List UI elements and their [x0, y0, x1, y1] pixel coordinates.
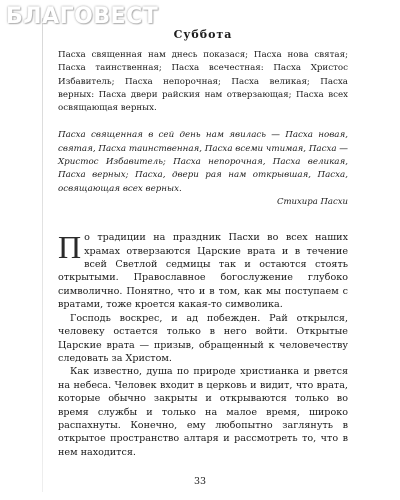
paragraph-2: Господь воскрес, и ад побежден. Рай открылся, человеку остается только в него войти. Открытые Царские врата — призыв, обращенный к человечеству следовать за Христом.	[58, 312, 348, 364]
prayer-attribution: Стихира Пасхи	[276, 196, 348, 207]
prayer-church-slavonic: Пасха священная нам днесь показася; Пасха нова святая; Пасха таинственная; Пасха всечестная: Пасха Христос Избавитель; Пасха непорочная; Пасха великая; Пасха верных: Пасха двери райския нам отверзающая; Пасха всех освящающая верных.	[58, 50, 348, 114]
page-edge-line	[42, 18, 43, 492]
page-heading: Суббота	[173, 28, 233, 41]
paragraph-1	[58, 231, 348, 311]
prayer-translation: Пасха священная в сей день нам явилась — Пасха новая, святая, Пасха таинственная, Пасха всеми чтимая, Пасха — Христос Избавитель; Пасха непорочная, Пасха великая, Пасха верных; Пасха, двери рая нам открывшая, Пасха, освящающая всех верных.	[58, 130, 348, 194]
page-number: 33	[193, 476, 207, 487]
paragraph-3: Как известно, душа по природе христианка и рвется на небеса. Человек входит в церковь и видит, что врата, которые обычно закрыты и открываются только во время службы и только на малое время, широко распахнуты. Конечно, ему любопытно заглянуть в открытое пространство алтаря и рассмотреть то, что в нем находится.	[58, 366, 348, 458]
book-page	[58, 0, 348, 459]
watermark-logo: БЛАГОВЕСТ	[6, 4, 159, 29]
paragraph-1-text: о традиции на праздник Пасхи во всех наших храмах отверзаются Царские врата и в течение всей Светлой седмицы так и остаются стоять открытыми. Православное богослужение глубоко символично. Понятно, что и в том, как мы поступаем с вратами, тоже кроется какая-то символика.	[58, 232, 348, 311]
drop-cap: П	[58, 229, 82, 266]
